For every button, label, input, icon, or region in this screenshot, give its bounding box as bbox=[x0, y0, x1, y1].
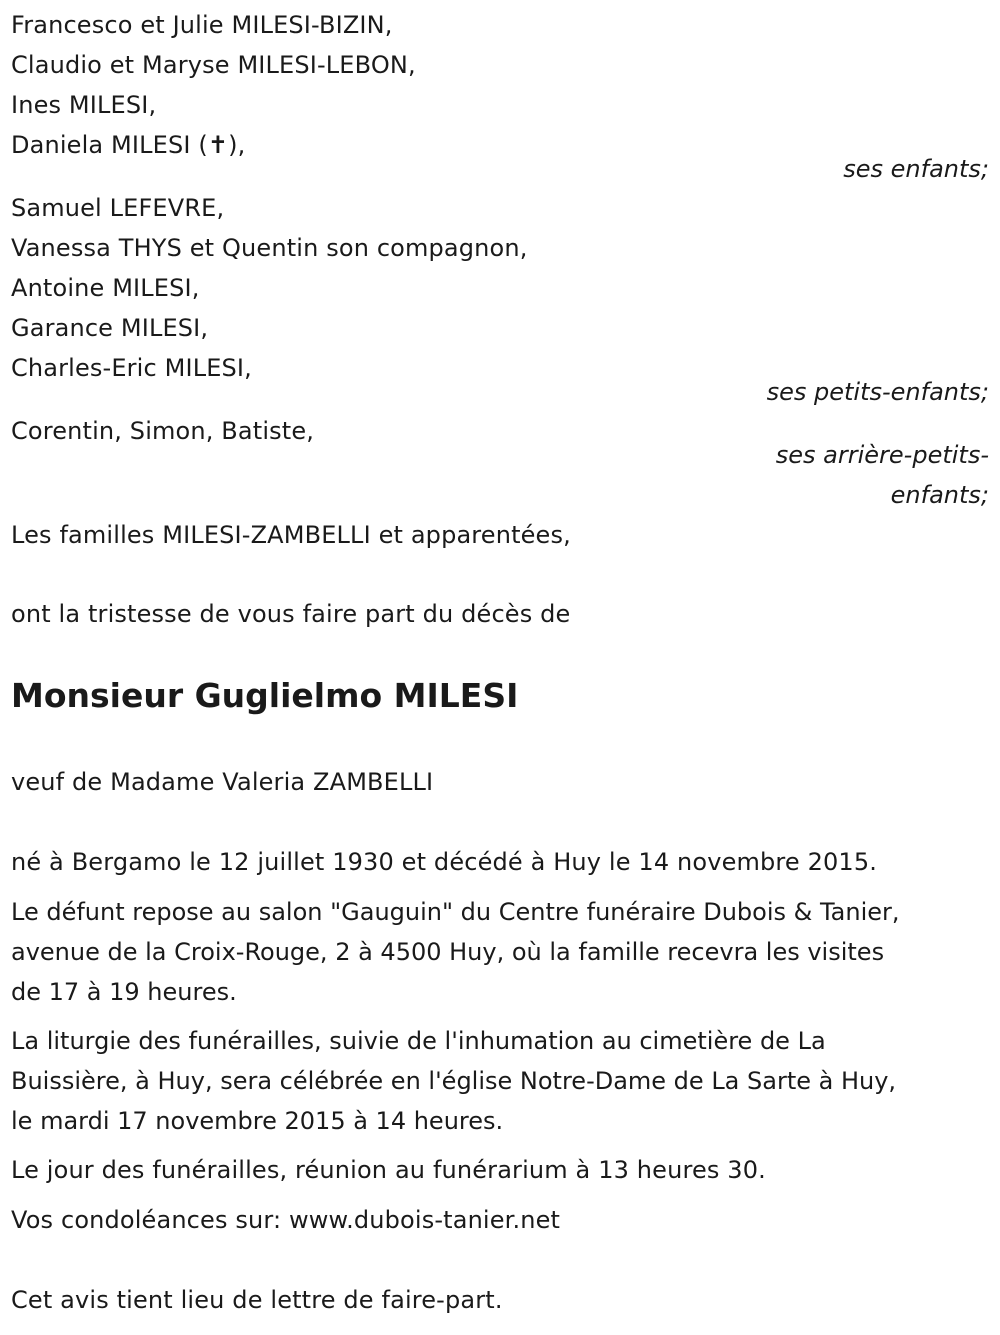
repose-line: de 17 à 19 heures. bbox=[11, 978, 237, 1006]
liturgy-line: La liturgie des funérailles, suivie de l'inhumation au cimetière de La bbox=[11, 1027, 826, 1055]
children-role: ses enfants; bbox=[843, 155, 989, 183]
condolences-line: Vos condoléances sur: www.dubois-tanier.net bbox=[11, 1206, 561, 1234]
deceased-name: Monsieur Guglielmo MILESI bbox=[11, 676, 519, 715]
child-line: Francesco et Julie MILESI-BIZIN, bbox=[11, 11, 393, 39]
families-line: Les familles MILESI-ZAMBELLI et apparentées, bbox=[11, 521, 571, 549]
announcement-line: ont la tristesse de vous faire part du décès de bbox=[11, 600, 571, 628]
grandchildren-role: ses petits-enfants; bbox=[766, 378, 989, 406]
grandchild-line: Charles-Eric MILESI, bbox=[11, 354, 252, 382]
birth-death-line: né à Bergamo le 12 juillet 1930 et décédé à Huy le 14 novembre 2015. bbox=[11, 848, 878, 876]
liturgy-line: Buissière, à Huy, sera célébrée en l'église Notre-Dame de La Sarte à Huy, bbox=[11, 1067, 897, 1095]
liturgy-line: le mardi 17 novembre 2015 à 14 heures. bbox=[11, 1107, 504, 1135]
child-line: Ines MILESI, bbox=[11, 91, 157, 119]
repose-line: Le défunt repose au salon "Gauguin" du Centre funéraire Dubois & Tanier, bbox=[11, 898, 900, 926]
grandchild-line: Vanessa THYS et Quentin son compagnon, bbox=[11, 234, 528, 262]
closing-line: Cet avis tient lieu de lettre de faire-part. bbox=[11, 1286, 503, 1314]
grandchild-line: Antoine MILESI, bbox=[11, 274, 200, 302]
liturgy-paragraph bbox=[11, 1021, 991, 1141]
child-line: Daniela MILESI (✝), bbox=[11, 131, 246, 159]
great-grandchildren-role-line2: enfants; bbox=[890, 481, 989, 509]
great-grandchildren-role-line1: ses arrière-petits- bbox=[775, 441, 989, 469]
repose-line: avenue de la Croix-Rouge, 2 à 4500 Huy, où la famille recevra les visites bbox=[11, 938, 885, 966]
repose-paragraph bbox=[11, 892, 991, 1012]
widower-line: veuf de Madame Valeria ZAMBELLI bbox=[11, 768, 434, 796]
grandchild-line: Samuel LEFEVRE, bbox=[11, 194, 225, 222]
reunion-line: Le jour des funérailles, réunion au funérarium à 13 heures 30. bbox=[11, 1156, 766, 1184]
great-grandchild-line: Corentin, Simon, Batiste, bbox=[11, 417, 315, 445]
child-line: Claudio et Maryse MILESI-LEBON, bbox=[11, 51, 416, 79]
grandchild-line: Garance MILESI, bbox=[11, 314, 209, 342]
